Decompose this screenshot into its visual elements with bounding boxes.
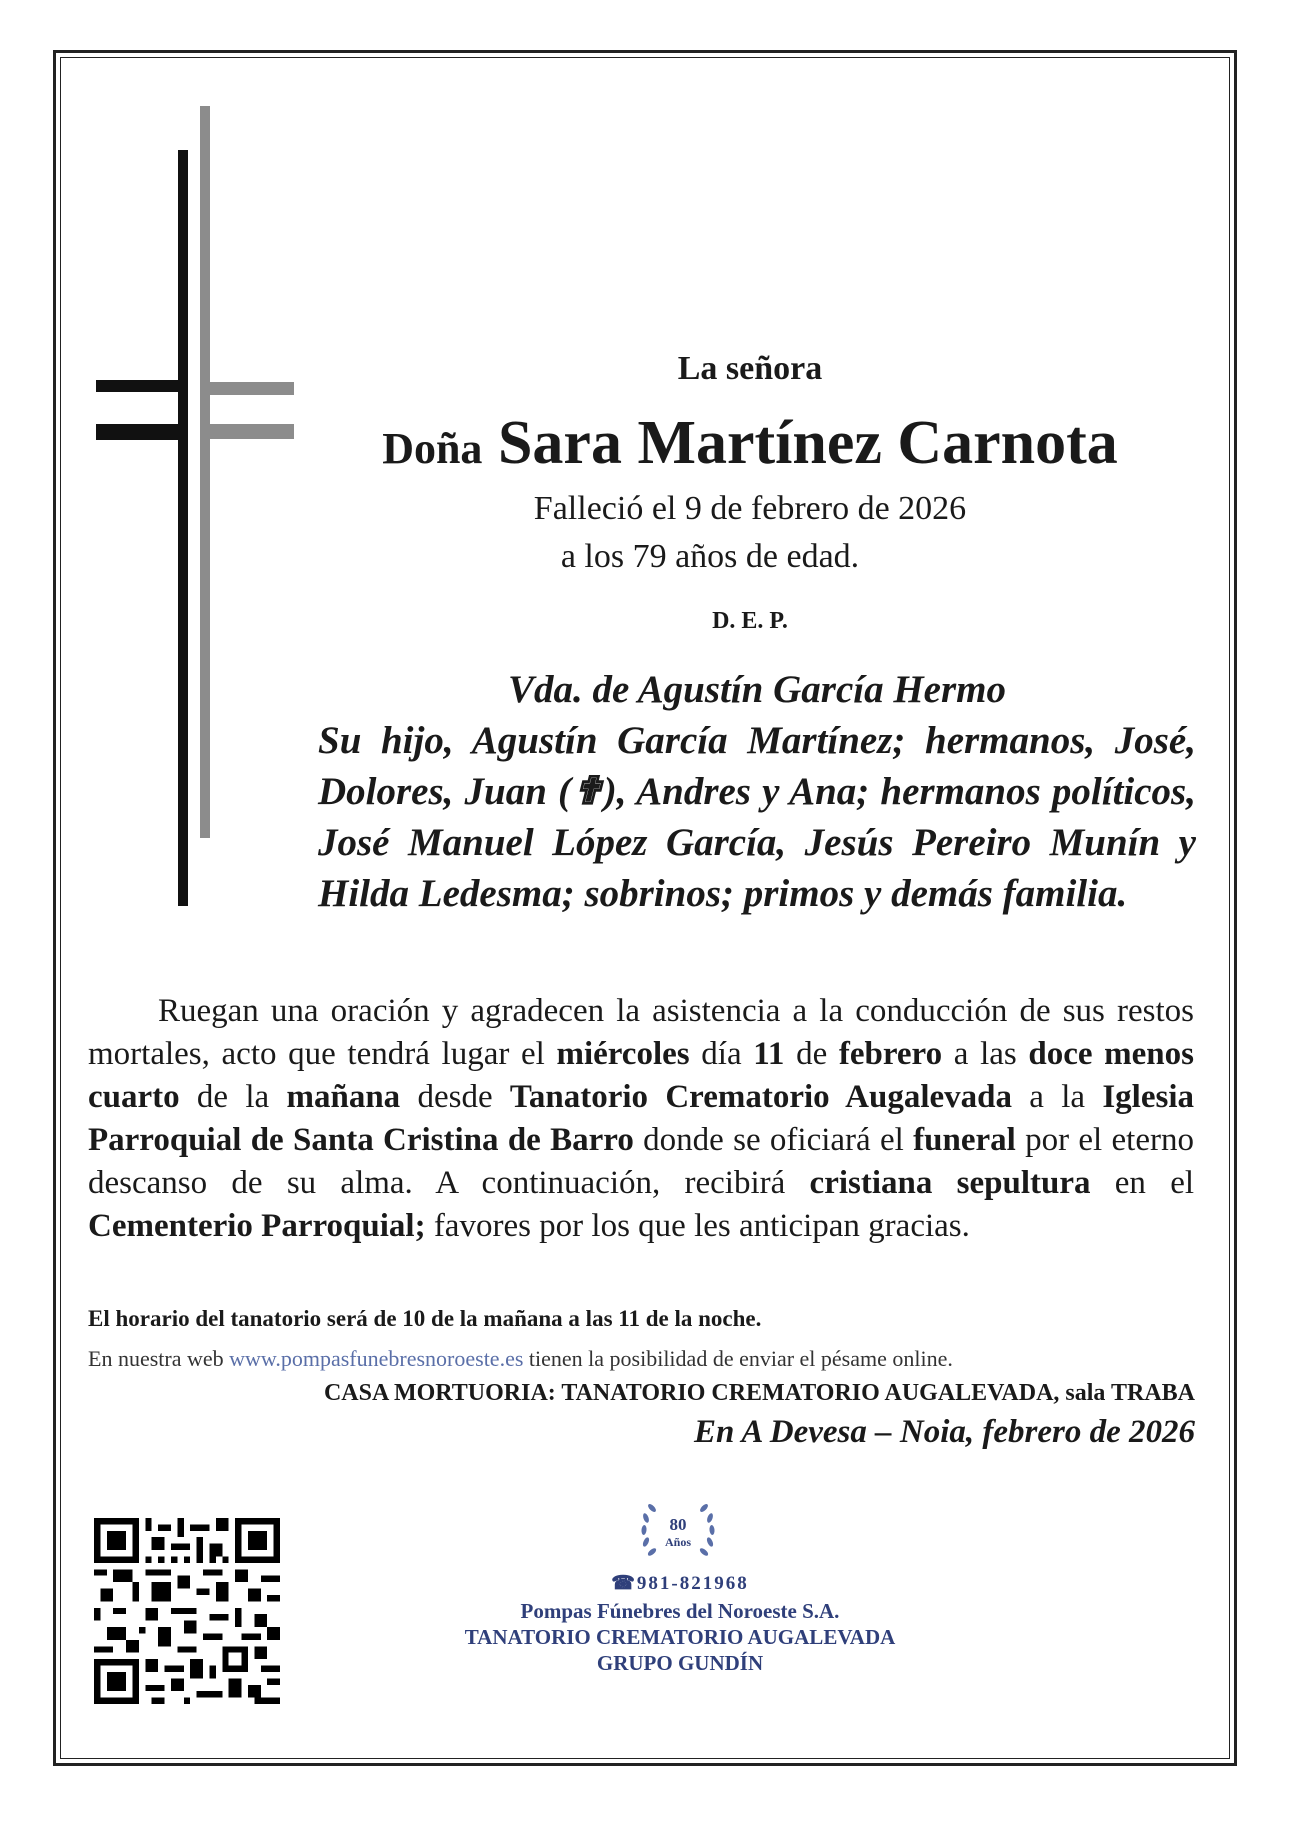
web-note: En nuestra web www.pompasfunebresnoroeste.es tienen la posibilidad de enviar el pésame online. xyxy=(88,1346,953,1371)
ceremony-text: Ruegan una oración y agradecen la asistencia a la conducción de sus restos mortales, acto que tendrá lugar el miércoles día 11 de febrero a las doce menos cuarto de la mañana desde Tanatorio Crematorio Augalevada a la Iglesia Parroquial de Santa Cristina de Barro donde se oficiará el funeral por el eterno descanso de su alma. A continuación, recibirá cristiana sepultura en el Cementerio Parroquial; favores por los que les anticipan gracias. xyxy=(88,993,1195,1244)
age: a los 79 años de edad. xyxy=(560,538,860,575)
qr-code-icon[interactable] xyxy=(94,1518,280,1704)
widow-line: Vda. de Agustín García Hermo xyxy=(507,668,1006,711)
funeral-home-info xyxy=(400,1570,960,1676)
company-name: Pompas Fúnebres del Noroeste S.A. xyxy=(520,1599,840,1623)
honorific: Doña xyxy=(382,424,483,473)
website-link[interactable]: www.pompasfunebresnoroeste.es xyxy=(229,1346,524,1371)
phone-number[interactable]: ☎981-821968 xyxy=(611,1573,749,1594)
logo-number: 80 xyxy=(669,1515,687,1534)
laurel-logo-icon xyxy=(626,1490,730,1572)
death-date: Falleció el 9 de febrero de 2026 xyxy=(533,490,967,527)
logo-word: Años xyxy=(664,1535,692,1549)
relatives: Su hijo, Agustín García Martínez; hermanos, José, Dolores, Juan (✟), Andres y Ana; hermanos políticos, José Manuel López García, Jesús Pereiro Munín y Hilda Ledesma; sobrinos; primos y demás familia. xyxy=(318,719,1196,915)
hours-note: El horario del tanatorio será de 10 de la mañana a las 11 de la noche. xyxy=(88,1306,762,1331)
casa-mortuoria: CASA MORTUORIA: TANATORIO CREMATORIO AUGALEVADA, sala TRABA xyxy=(323,1380,1195,1406)
dep-label: D. E. P. xyxy=(712,608,788,634)
full-name: Sara Martínez Carnota xyxy=(497,409,1118,477)
group-name: GRUPO GUNDÍN xyxy=(596,1651,764,1675)
family-list xyxy=(318,664,1196,919)
tanatorio-name: TANATORIO CREMATORIO AUGALEVADA xyxy=(464,1625,896,1649)
title-label: La señora xyxy=(677,350,823,387)
deceased-name xyxy=(300,408,1200,479)
place-date: En A Devesa – Noia, febrero de 2026 xyxy=(693,1414,1195,1450)
